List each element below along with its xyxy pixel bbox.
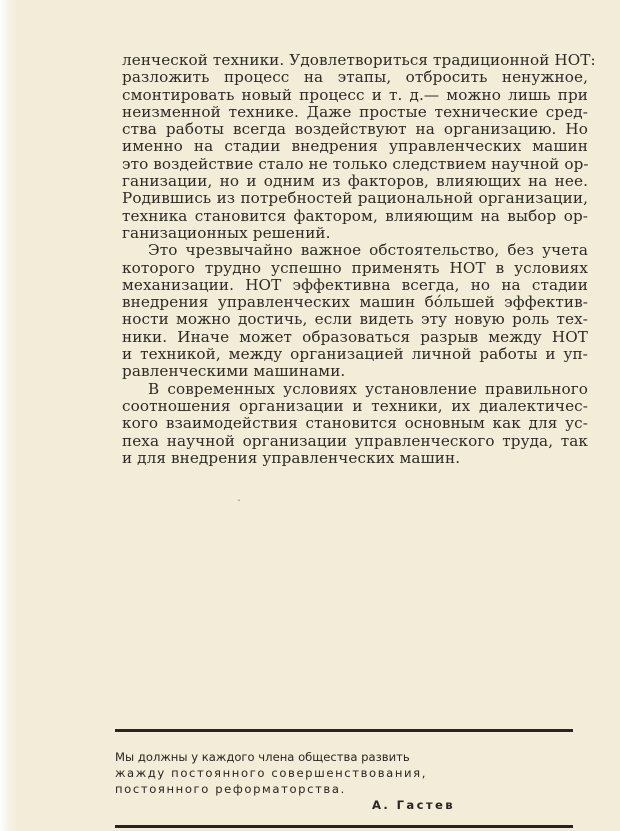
- text-line: именно на стадии внедрения управленческих машин: [122, 137, 588, 156]
- text-line: механизации. НОТ эффективна всегда, но на стадии: [122, 275, 588, 294]
- text-line: которого трудно успешно применять НОТ в условиях: [122, 258, 588, 277]
- text-line: В современных условиях установление правильного: [148, 379, 588, 398]
- epigraph-bottom-rule: [115, 825, 573, 828]
- epigraph-line: Мы должны у каждого члена общества развить: [115, 750, 410, 764]
- text-line: смонтировать новый процесс и т. д.— можно лишь при: [122, 85, 588, 104]
- epigraph-line: постоянного реформаторства.: [115, 782, 346, 796]
- text-line: это воздействие стало не только следствием научной ор-: [122, 154, 589, 173]
- text-line: ганизации, но и одним из факторов, влияющих на нее.: [122, 172, 588, 191]
- page-gutter-shadow: [0, 0, 18, 831]
- paragraph-2: [122, 242, 588, 380]
- text-line: и для внедрения управленческих машин.: [122, 448, 461, 467]
- text-line: разложить процесс на этапы, отбросить ненужное,: [122, 68, 588, 87]
- text-line: соотношения организации и техники, их диалектичес-: [122, 396, 588, 415]
- epigraph-top-rule: [115, 729, 573, 732]
- paragraph-1: [122, 51, 596, 242]
- print-speck-mark: ˇ: [237, 499, 241, 508]
- text-line: ленческой техники. Удовлетвориться традиционной НОТ:: [122, 51, 596, 69]
- epigraph-author: А. Гастев: [371, 798, 455, 812]
- text-line: Это чрезвычайно важное обстоятельство, без учета: [148, 241, 588, 260]
- main-text: [122, 51, 596, 467]
- text-line: ства работы всегда воздействуют на организацию. Но: [122, 120, 588, 139]
- text-line: кого взаимодействия становится основным как для ус-: [122, 414, 588, 433]
- text-line: внедрения управленческих машин бо́льшей эффектив-: [122, 293, 588, 312]
- text-line: и техникой, между организацией личной работы и уп-: [122, 345, 588, 364]
- text-line: ности можно достичь, если видеть эту новую роль тех-: [122, 310, 588, 329]
- text-line: пеха научной организации управленческого труда, так: [122, 431, 588, 450]
- epigraph-quote: [115, 749, 575, 813]
- text-line: ганизационных решений.: [122, 223, 331, 242]
- paragraph-3: [122, 381, 588, 467]
- text-line: техника становится фактором, влияющим на выбор ор-: [122, 206, 588, 225]
- epigraph-line: жажду постоянного совершенствования,: [115, 766, 428, 780]
- text-line: Родившись из потребностей рациональной организации,: [122, 189, 588, 208]
- text-line: ники. Иначе может образоваться разрыв между НОТ: [122, 327, 588, 346]
- text-line: неизменной технике. Даже простые технические сред-: [122, 102, 588, 121]
- text-line: равленческими машинами.: [122, 362, 346, 381]
